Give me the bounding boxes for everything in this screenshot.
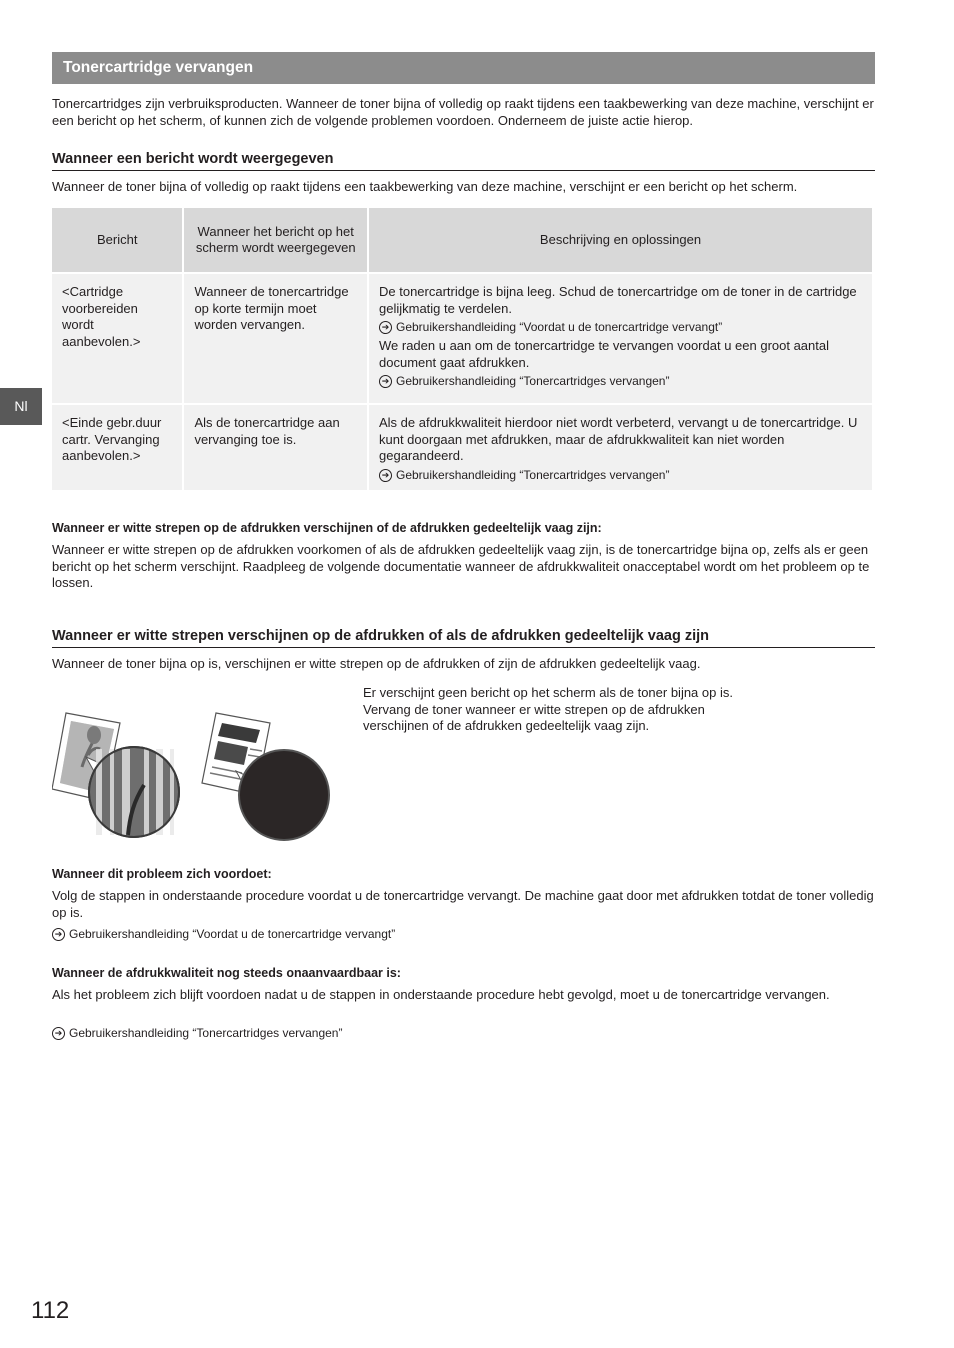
message-section-heading: Wanneer een bericht wordt weergegeven [52,150,875,171]
streaks-section-text: Wanneer de toner bijna op is, verschijnen er witte strepen op de afdrukken of zijn de afdrukken gedeeltelijk vaag. [52,656,701,671]
reference-text: Gebruikershandleiding “Voordat u de tonercartridge vervangt” [396,320,723,334]
page-number: 112 [31,1297,70,1324]
when-occurs-text: Volg de stappen in onderstaande procedure voordat u de tonercartridge vervangt. De machine gaat door met afdrukken totdat de toner volledig op is. [52,888,874,920]
when-cell: Wanneer de tonercartridge op korte termijn moet worden vervangen. [184,272,367,403]
magnifier-dark-image [239,750,329,840]
still-bad-text: Als het probleem zich blijft voordoen nadat u de stappen in onderstaande procedure hebt gevolgd, moet u de tonercartridge vervangen. [52,987,830,1002]
arrow-circle-icon: ➔ [52,1027,65,1040]
description-cell [369,272,872,403]
streaks-note-title: Wanneer er witte strepen op de afdrukken verschijnen of de afdrukken gedeeltelijk vaag zijn: [52,521,602,535]
reference-text: Gebruikershandleiding “Tonercartridges vervangen” [396,467,670,482]
faded-print-illustration [52,705,332,845]
manual-reference [379,374,862,389]
description-cell [369,403,872,490]
message-section-text: Wanneer de toner bijna of volledig op raakt tijdens een taakbewerking van deze machine, verschijnt er een bericht op het scherm. [52,179,798,194]
arrow-circle-icon: ➔ [379,469,392,482]
manual-reference [379,320,862,335]
table-header-row [52,208,872,272]
description-text: Als de afdrukkwaliteit hierdoor niet wordt verbeterd, vervangt u de tonercartridge. U kunt doorgaan met afdrukken, maar de afdrukkwaliteit kan niet worden gegarandeerd. [379,415,858,463]
table-row [52,272,872,403]
manual-reference [379,468,862,483]
still-bad-title: Wanneer de afdrukkwaliteit nog steeds onaanvaardbaar is: [52,966,401,980]
table-header: Bericht [52,208,182,272]
streaks-side-text: Er verschijnt geen bericht op het scherm als de toner bijna op is. Vervang de toner wanneer er witte strepen op de afdrukken verschijnen of de afdrukken gedeeltelijk vaag zijn. [363,685,733,733]
description-text: De tonercartridge is bijna leeg. Schud de tonercartridge om de toner in de cartridge gelijkmatig te verdelen. [379,284,857,316]
streaks-section-heading: Wanneer er witte strepen verschijnen op de afdrukken of als de afdrukken gedeeltelijk vaag zijn [52,627,875,648]
table-header: Beschrijving en oplossingen [369,208,872,272]
when-cell: Als de tonercartridge aan vervanging toe is. [184,403,367,490]
manual-reference [52,1026,342,1041]
message-cell: <Einde gebr.duur cartr. Vervanging aanbevolen.> [52,403,182,490]
section-title: Tonercartridge vervangen [52,52,875,84]
message-table [50,208,874,490]
streaks-note-text: Wanneer er witte strepen op de afdrukken voorkomen of als de afdrukken gedeeltelijk vaag zijn, is de tonercartridge bijna op, zelfs als er geen bericht op het scherm verschijnt. Raadpleeg de volgende documentatie wanneer de afdrukkwaliteit onacceptabel wordt om het probleem op te lossen. [52,542,870,590]
arrow-circle-icon: ➔ [379,321,392,334]
reference-text: Gebruikershandleiding “Tonercartridges vervangen” [69,1026,343,1040]
table-header: Wanneer het bericht op het scherm wordt weergegeven [184,208,367,272]
description-text: We raden u aan om de tonercartridge te vervangen voordat u een groot aantal document gaat afdrukken. [379,338,829,370]
arrow-circle-icon: ➔ [52,928,65,941]
reference-text: Gebruikershandleiding “Tonercartridges vervangen” [396,374,670,388]
manual-reference [52,927,395,942]
reference-text: Gebruikershandleiding “Voordat u de tonercartridge vervangt” [69,927,396,941]
language-tab: Nl [0,388,42,425]
intro-text: Tonercartridges zijn verbruiksproducten. Wanneer de toner bijna of volledig op raakt tijdens een taakbewerking van deze machine, verschijnt er een bericht op het scherm, of kunnen zich de volgende problemen voordoen. Onderneem de juiste actie hierop. [52,96,874,128]
table-row [52,403,872,490]
when-occurs-title: Wanneer dit probleem zich voordoet: [52,867,272,881]
message-cell: <Cartridge voorbereiden wordt aanbevolen.> [52,272,182,403]
magnifier-faded-image [89,747,179,837]
arrow-circle-icon: ➔ [379,375,392,388]
